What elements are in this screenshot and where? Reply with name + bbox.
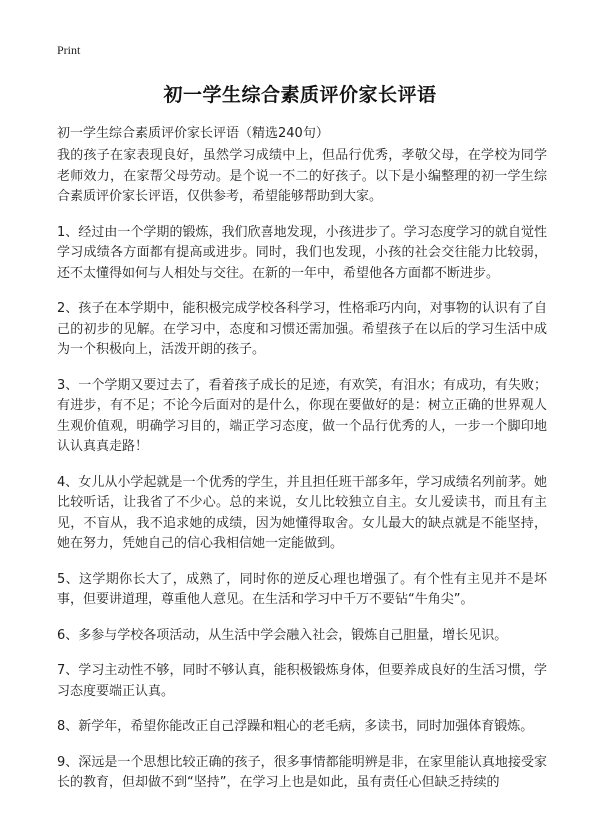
print-link[interactable]: Print	[57, 43, 81, 57]
comment-paragraph: 7、学习主动性不够，同时不够认真，能积极锻炼身体，但要养成良好的生活习惯，学习态度要端正认真。	[57, 663, 547, 699]
comment-paragraph: 8、新学年，希望你能改正自己浮躁和粗心的老毛病，多读书，同时加强体育锻炼。	[57, 719, 534, 734]
comment-paragraph: 9、深远是一个思想比较正确的孩子，很多事情都能明辨是非，在家里能认真地接受家长的教育，但却做不到“坚持”，在学习上也是如此，虽有责任心但缺乏持续的	[57, 754, 547, 790]
comment-paragraph: 6、多参与学校各项活动，从生活中学会融入社会，锻炼自己胆量，增长见识。	[57, 627, 508, 643]
comment-paragraph: 2、孩子在本学期中，能积极完成学校各科学习，性格乖巧内向，对事物的认识有了自己的初步的见解。在学习中，态度和习惯还需加强。希望孩子在以后的学习生活中成为一个积极向上，活泼开朗的孩子。	[57, 301, 547, 357]
comment-paragraph: 5、这学期你长大了，成熟了，同时你的逆反心理也增强了。有个性有主见并不是坏事，但要讲道理，尊重他人意见。在生活和学习中千万不要钻“牛角尖”。	[57, 571, 547, 607]
comment-paragraph: 1、经过由一个学期的锻炼，我们欣喜地发现，小孩进步了。学习态度学习的就自觉性学习成绩各方面都有提高或进步。同时，我们也发现，小孩的社会交往能力比较弱，还不太懂得如何与人相处与交往。在新的一年中，希望他各方面都不断进步。	[57, 224, 547, 281]
page-title: 初一学生综合素质评价家长评语	[163, 84, 437, 106]
article-subtitle: 初一学生综合素质评价家长评语（精选240句）	[57, 126, 329, 141]
comment-paragraph: 4、女儿从小学起就是一个优秀的学生，并且担任班干部多年，学习成绩名列前茅。她比较听话，让我省了不少心。总的来说，女儿比较独立自主。女儿爱读书，而且有主见，不盲从，我不追求她的成绩，因为她懂得取舍。女儿最大的缺点就是不能坚持，她在努力，凭她自己的信心我相信她一定能做到。	[57, 474, 547, 551]
comment-paragraph: 3、一个学期又要过去了，看着孩子成长的足迹，有欢笑，有泪水；有成功，有失败；有进步，有不足；不论今后面对的是什么，你现在要做好的是：树立正确的世界观人生观价值观，明确学习目的，端正学习态度，做一个品行优秀的人，一步一个脚印地认认真真走路！	[57, 377, 547, 454]
intro-paragraph: 我的孩子在家表现良好，虽然学习成绩中上，但品行优秀，孝敬父母，在学校为同学老师效力，在家帮父母劳动。是个说一不二的好孩子。以下是小编整理的初一学生综合素质评价家长评语，仅供参考，希望能够帮助到大家。	[57, 148, 547, 204]
article-body	[57, 146, 547, 809]
